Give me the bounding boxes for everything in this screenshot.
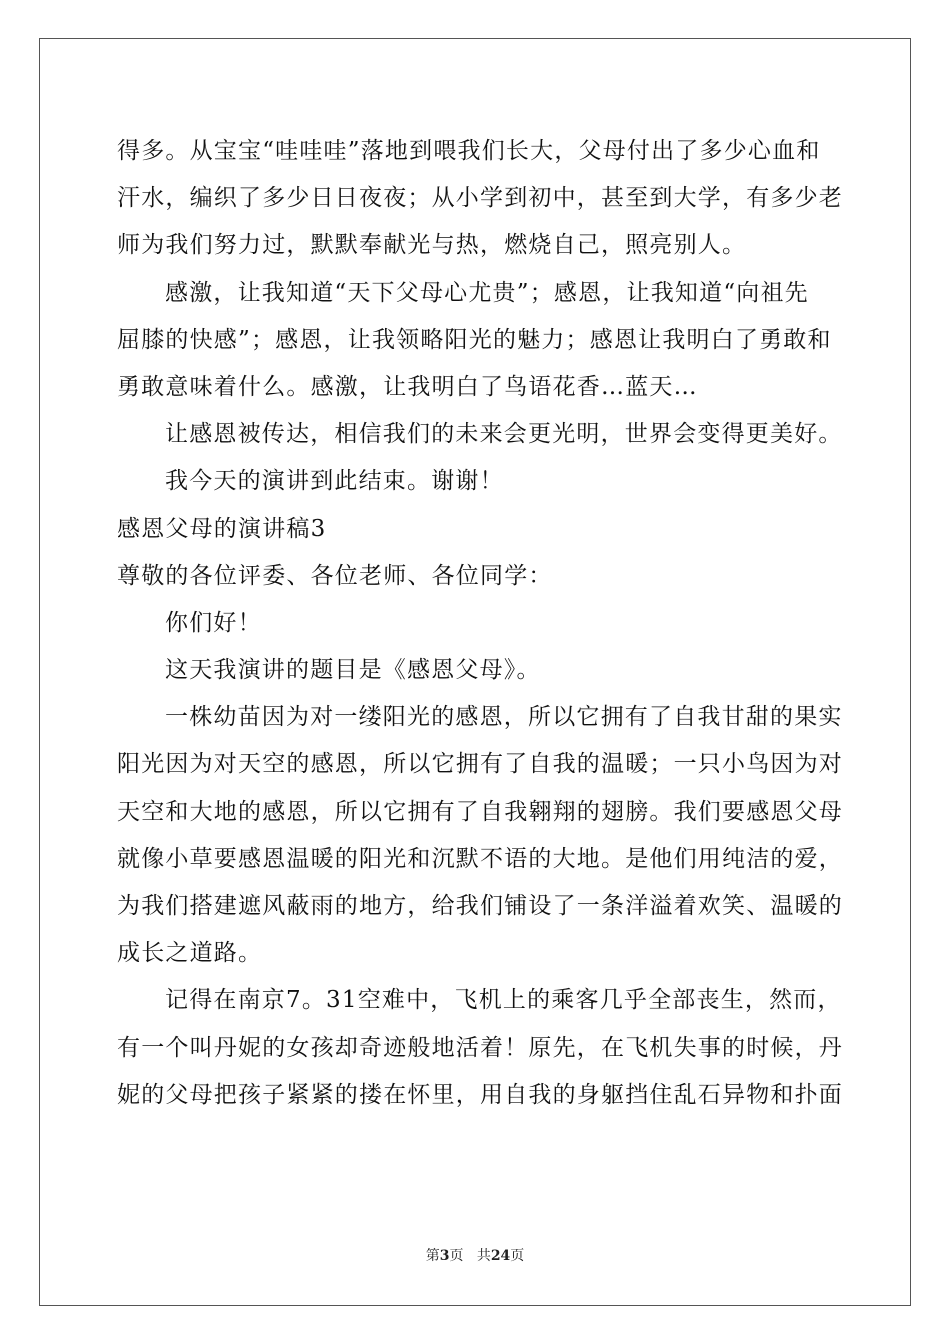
- greeting: 你们好！: [165, 609, 262, 636]
- page-total: 24: [490, 1248, 511, 1264]
- text-line: 天空和大地的感恩，所以它拥有了自我翱翔的翅膀。我们要感恩父母: [117, 798, 843, 825]
- text-line: 就像小草要感恩温暖的阳光和沉默不语的大地。是他们用纯洁的爱，: [117, 845, 843, 872]
- text-line: 感激，让我知道“天下父母心尤贵”；感恩，让我知道“向祖先: [165, 279, 809, 306]
- text-line: 为我们搭建遮风蔽雨的地方，给我们铺设了一条洋溢着欢笑、温暖的: [117, 893, 843, 919]
- total-suffix: 页: [510, 1248, 525, 1264]
- text-line: 勇敢意味着什么。感激，让我明白了鸟语花香…蓝天…: [117, 373, 698, 400]
- section-title: 感恩父母的演讲稿3: [117, 515, 327, 542]
- text-line: 汗水，编织了多少日日夜夜；从小学到初中，甚至到大学，有多少老: [117, 185, 843, 212]
- text-line: 让感恩被传达，相信我们的未来会更光明，世界会变得更美好。: [165, 421, 843, 448]
- salutation: 尊敬的各位评委、各位老师、各位同学：: [117, 562, 553, 589]
- document-body: [117, 128, 843, 1119]
- text-line: 成长之道路。: [117, 940, 263, 967]
- text-line: 我今天的演讲到此结束。谢谢！: [165, 468, 504, 495]
- text-line: 有一个叫丹妮的女孩却奇迹般地活着！原先，在飞机失事的时候，丹: [117, 1034, 843, 1061]
- page-suffix: 页: [449, 1248, 464, 1264]
- page-footer: [0, 1245, 950, 1265]
- total-prefix: 共: [476, 1248, 491, 1264]
- text-line: 师为我们努力过，默默奉献光与热，燃烧自己，照亮别人。: [117, 232, 747, 259]
- text-line: 得多。从宝宝“哇哇哇”落地到喂我们长大，父母付出了多少心血和: [117, 138, 821, 164]
- page-prefix: 第: [425, 1248, 440, 1264]
- text-line: 妮的父母把孩子紧紧的搂在怀里，用自我的身躯挡住乱石异物和扑面: [117, 1081, 843, 1108]
- text-line: 记得在南京7。31空难中，飞机上的乘客几乎全部丧生，然而，: [165, 987, 842, 1014]
- text-line: 一株幼苗因为对一缕阳光的感恩，所以它拥有了自我甘甜的果实: [165, 704, 843, 731]
- text-line: 阳光因为对天空的感恩，所以它拥有了自我的温暖；一只小鸟因为对: [117, 751, 843, 778]
- text-line: 这天我演讲的题目是《感恩父母》。: [165, 657, 541, 684]
- page-number: 3: [439, 1248, 450, 1264]
- text-line: 屈膝的快感”；感恩，让我领略阳光的魅力；感恩让我明白了勇敢和: [117, 326, 832, 353]
